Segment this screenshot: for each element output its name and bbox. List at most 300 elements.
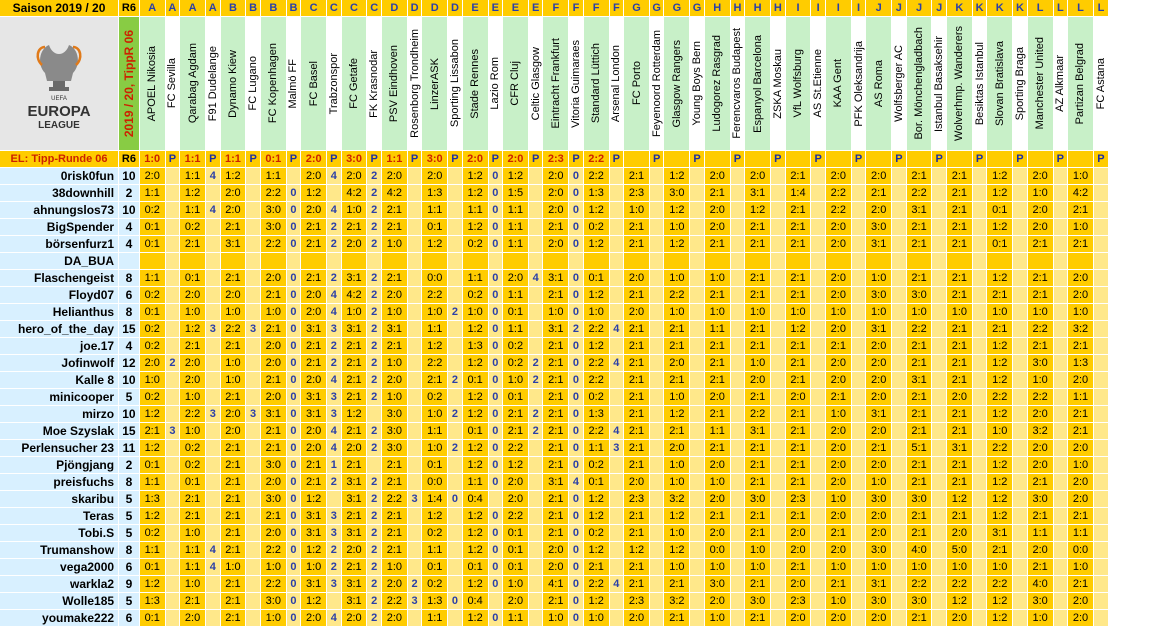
tip-cell: 1:0: [907, 559, 933, 576]
tip-cell: 2:1: [342, 389, 368, 406]
team-name: Young Boys Bern: [691, 41, 704, 126]
match-points: [1054, 304, 1068, 321]
tip-cell: 3:0: [261, 202, 287, 219]
europa-league-logo: [0, 17, 119, 151]
tip-cell: 2:0: [221, 423, 247, 440]
tip-cell: 3:0: [907, 491, 933, 508]
group-letter: F: [569, 0, 583, 17]
player-points: 8: [119, 270, 140, 287]
tip-cell: 2:2: [987, 440, 1013, 457]
tip-cell: 1:2: [463, 219, 489, 236]
tip-cell: 2:1: [866, 185, 892, 202]
tip-cell: 1:2: [624, 542, 650, 559]
tip-cell: 2:0: [503, 593, 529, 610]
player-name: vega2000: [0, 559, 119, 576]
team-name: Malmö FF: [287, 58, 300, 109]
match-points: [408, 355, 422, 372]
match-result: [624, 151, 650, 168]
tip-cell: 1:2: [463, 576, 489, 593]
match-points: [529, 508, 543, 525]
match-points: [246, 253, 260, 270]
points-label: P: [610, 151, 624, 168]
match-points: [771, 253, 785, 270]
tip-cell: 0:1: [503, 389, 529, 406]
team-header: [463, 17, 489, 151]
match-points: [892, 440, 906, 457]
match-points: [206, 457, 220, 474]
tip-cell: 3:0: [866, 593, 892, 610]
tip-cell: 0:1: [503, 525, 529, 542]
match-points: [1013, 559, 1027, 576]
tip-cell: 1:1: [422, 321, 448, 338]
match-points: 2: [448, 406, 462, 423]
match-points: 0: [489, 559, 503, 576]
tip-cell: 2:1: [624, 389, 650, 406]
tip-cell: 2:0: [705, 457, 731, 474]
player-name: hero_of_the_day: [0, 321, 119, 338]
match-points: [731, 440, 745, 457]
match-points: 0: [448, 593, 462, 610]
match-points: [448, 321, 462, 338]
tip-cell: 1:0: [180, 423, 206, 440]
group-letter: A: [206, 0, 220, 17]
tip-cell: 2:1: [1028, 508, 1054, 525]
tip-cell: 3:0: [382, 406, 408, 423]
tip-cell: 2:0: [826, 610, 852, 627]
tip-cell: 2:2: [907, 321, 933, 338]
group-letter: J: [932, 0, 946, 17]
tip-cell: 2:0: [261, 525, 287, 542]
match-points: [246, 236, 260, 253]
tip-cell: 1:0: [422, 440, 448, 457]
match-points: [690, 508, 704, 525]
match-points: [811, 576, 825, 593]
tip-cell: 1:0: [1068, 168, 1094, 185]
tip-cell: 2:0: [1028, 219, 1054, 236]
match-points: [1094, 355, 1109, 372]
match-points: [650, 525, 664, 542]
match-points: [1094, 559, 1109, 576]
match-points: [206, 525, 220, 542]
tip-cell: 2:1: [1068, 406, 1094, 423]
match-points: [973, 610, 987, 627]
tip-cell: 0:2: [140, 338, 166, 355]
match-points: [771, 202, 785, 219]
match-points: [166, 525, 180, 542]
match-points: [690, 304, 704, 321]
match-result: 1:1: [221, 151, 247, 168]
match-points: [650, 202, 664, 219]
tip-cell: 2:1: [664, 372, 690, 389]
player-points: 10: [119, 406, 140, 423]
match-points: [690, 440, 704, 457]
player-points: 9: [119, 576, 140, 593]
tip-cell: [543, 253, 569, 270]
tip-cell: 2:1: [745, 457, 771, 474]
tip-cell: 2:1: [301, 219, 327, 236]
tip-cell: 2:1: [180, 508, 206, 525]
player-points: 15: [119, 423, 140, 440]
tip-cell: 2:1: [664, 610, 690, 627]
match-points: [811, 491, 825, 508]
tip-cell: 2:0: [705, 219, 731, 236]
match-points: [892, 491, 906, 508]
tip-cell: 2:1: [624, 287, 650, 304]
match-points: [610, 457, 624, 474]
tip-cell: 2:0: [382, 610, 408, 627]
match-points: [771, 559, 785, 576]
match-points: 2: [327, 219, 341, 236]
tip-cell: 1:2: [422, 236, 448, 253]
tip-cell: 2:1: [664, 423, 690, 440]
tip-cell: 1:1: [140, 185, 166, 202]
tip-cell: 1:0: [664, 559, 690, 576]
player-row: [0, 168, 1109, 185]
team-name: Manchester United: [1034, 37, 1047, 130]
match-points: [650, 253, 664, 270]
match-points: [650, 338, 664, 355]
tip-cell: 2:1: [947, 338, 973, 355]
tip-cell: 2:1: [1028, 474, 1054, 491]
tip-cell: 2:1: [624, 508, 650, 525]
tip-cell: 1:2: [463, 525, 489, 542]
match-points: [1013, 202, 1027, 219]
tip-cell: 1:2: [987, 491, 1013, 508]
player-name: Moe Szyslak: [0, 423, 119, 440]
tip-cell: 2:0: [261, 389, 287, 406]
tip-cell: 2:1: [261, 423, 287, 440]
tip-cell: 2:2: [261, 236, 287, 253]
tip-cell: 1:0: [907, 304, 933, 321]
match-points: [610, 304, 624, 321]
team-name: Slovan Bratislava: [993, 41, 1006, 126]
team-header: [408, 17, 422, 151]
match-points: [650, 372, 664, 389]
match-points: [650, 440, 664, 457]
match-points: 0: [569, 542, 583, 559]
match-points: [1013, 576, 1027, 593]
match-points: [973, 406, 987, 423]
match-points: 0: [489, 321, 503, 338]
team-header: [569, 17, 583, 151]
tip-cell: 1:2: [463, 355, 489, 372]
tip-cell: 1:0: [745, 559, 771, 576]
tip-cell: 1:2: [664, 168, 690, 185]
tip-cell: 2:0: [261, 355, 287, 372]
tip-cell: 2:1: [745, 236, 771, 253]
tip-cell: 2:1: [907, 236, 933, 253]
match-points: [932, 491, 946, 508]
match-points: [448, 219, 462, 236]
team-name: Vitoria Guimaraes: [569, 39, 582, 128]
tip-cell: 1:1: [140, 474, 166, 491]
match-points: [932, 270, 946, 287]
match-points: [892, 508, 906, 525]
points-label: P: [206, 151, 220, 168]
match-points: [408, 287, 422, 304]
tip-cell: 2:0: [826, 372, 852, 389]
match-points: [892, 202, 906, 219]
group-letter: F: [584, 0, 610, 17]
match-points: 0: [569, 389, 583, 406]
match-result: [987, 151, 1013, 168]
match-points: [1054, 338, 1068, 355]
team-header: [745, 17, 771, 151]
match-points: [166, 559, 180, 576]
match-points: [246, 168, 260, 185]
points-label: P: [569, 151, 583, 168]
tip-cell: 1:2: [584, 287, 610, 304]
match-points: 2: [367, 508, 381, 525]
match-points: [811, 219, 825, 236]
match-points: 0: [569, 610, 583, 627]
match-points: [529, 253, 543, 270]
match-points: 0: [287, 338, 301, 355]
match-points: 4: [569, 474, 583, 491]
match-points: [731, 593, 745, 610]
player-row: [0, 559, 1109, 576]
group-letter: D: [382, 0, 408, 17]
tip-cell: 2:0: [543, 202, 569, 219]
tip-cell: 2:0: [826, 321, 852, 338]
tip-cell: 2:1: [624, 338, 650, 355]
match-points: [771, 423, 785, 440]
tip-cell: 2:3: [786, 593, 812, 610]
tip-cell: 1:2: [140, 440, 166, 457]
match-points: [246, 610, 260, 627]
tip-cell: [866, 253, 892, 270]
tip-cell: 0:0: [705, 542, 731, 559]
match-points: [932, 525, 946, 542]
match-points: [246, 423, 260, 440]
match-points: 3: [327, 389, 341, 406]
match-points: 0: [569, 355, 583, 372]
tip-cell: 2:1: [503, 423, 529, 440]
group-letter: G: [690, 0, 704, 17]
player-points: 15: [119, 321, 140, 338]
match-points: [690, 287, 704, 304]
tip-cell: 2:1: [342, 355, 368, 372]
match-points: [932, 321, 946, 338]
match-points: [973, 270, 987, 287]
tip-cell: 1:0: [664, 525, 690, 542]
tip-cell: 2:1: [745, 389, 771, 406]
group-letter: J: [892, 0, 906, 17]
match-result: 3:0: [422, 151, 448, 168]
match-result: [947, 151, 973, 168]
tip-cell: 4:2: [382, 185, 408, 202]
tip-cell: 2:0: [705, 593, 731, 610]
match-points: [327, 593, 341, 610]
team-header: [448, 17, 462, 151]
player-row: [0, 321, 1109, 338]
tip-cell: 2:0: [382, 168, 408, 185]
match-points: [690, 491, 704, 508]
points-label: P: [811, 151, 825, 168]
tip-cell: 1:0: [705, 270, 731, 287]
tip-cell: 2:1: [543, 508, 569, 525]
tip-cell: 2:1: [261, 321, 287, 338]
team-name: Feyenoord Rotterdam: [650, 30, 663, 137]
match-points: [731, 202, 745, 219]
match-points: [1013, 525, 1027, 542]
match-points: [246, 474, 260, 491]
group-letter: I: [811, 0, 825, 17]
group-letter: H: [705, 0, 731, 17]
player-name: Kalle 8: [0, 372, 119, 389]
match-points: [973, 202, 987, 219]
tip-cell: 1:0: [1028, 610, 1054, 627]
tip-cell: 2:1: [221, 610, 247, 627]
match-points: 2: [367, 219, 381, 236]
tip-cell: 1:2: [422, 338, 448, 355]
tip-cell: 2:0: [705, 168, 731, 185]
tip-cell: 2:1: [1068, 508, 1094, 525]
tip-cell: 2:1: [1028, 270, 1054, 287]
match-points: [166, 372, 180, 389]
match-points: [408, 406, 422, 423]
tip-cell: 2:1: [705, 287, 731, 304]
tip-cell: 1:0: [342, 202, 368, 219]
tip-cell: 3:1: [866, 576, 892, 593]
tip-cell: 1:0: [947, 304, 973, 321]
tip-cell: 1:2: [987, 355, 1013, 372]
match-points: [408, 253, 422, 270]
tip-cell: 1:1: [463, 202, 489, 219]
tip-cell: 2:1: [624, 559, 650, 576]
match-points: [932, 219, 946, 236]
tip-cell: 1:0: [866, 270, 892, 287]
tip-cell: 2:0: [503, 491, 529, 508]
tip-cell: 0:2: [140, 389, 166, 406]
match-points: [932, 593, 946, 610]
group-letter: I: [826, 0, 852, 17]
match-points: [650, 321, 664, 338]
match-points: [731, 491, 745, 508]
match-points: [610, 593, 624, 610]
tip-cell: 1:1: [1068, 525, 1094, 542]
match-points: [731, 372, 745, 389]
player-points: 4: [119, 219, 140, 236]
player-name: 0risk0fun: [0, 168, 119, 185]
tip-cell: 2:0: [301, 287, 327, 304]
match-points: 4: [206, 542, 220, 559]
match-points: 0: [489, 236, 503, 253]
match-points: [1054, 593, 1068, 610]
tip-cell: 2:0: [786, 389, 812, 406]
match-points: [1094, 593, 1109, 610]
match-points: [448, 287, 462, 304]
tip-cell: 2:0: [301, 168, 327, 185]
tip-cell: 2:0: [422, 168, 448, 185]
match-points: 3: [206, 406, 220, 423]
tip-cell: 2:1: [180, 593, 206, 610]
match-points: [932, 542, 946, 559]
tip-cell: 2:0: [745, 168, 771, 185]
tip-cell: 0:1: [987, 202, 1013, 219]
tip-cell: 2:0: [866, 457, 892, 474]
match-points: [408, 219, 422, 236]
player-row: [0, 372, 1109, 389]
tip-cell: 1:0: [705, 559, 731, 576]
match-points: 0: [287, 474, 301, 491]
match-points: [973, 338, 987, 355]
team-header: [664, 17, 690, 151]
match-points: 2: [408, 576, 422, 593]
tip-cell: 2:1: [543, 457, 569, 474]
tip-cell: 2:0: [866, 508, 892, 525]
tip-cell: 1:2: [987, 168, 1013, 185]
match-points: [731, 474, 745, 491]
tip-cell: 2:1: [907, 610, 933, 627]
match-points: [206, 270, 220, 287]
match-points: [731, 338, 745, 355]
team-name: FC Porto: [630, 61, 643, 106]
tip-cell: 2:0: [1028, 542, 1054, 559]
match-result: [1028, 151, 1054, 168]
match-points: [1013, 304, 1027, 321]
tip-cell: 2:0: [826, 457, 852, 474]
tip-cell: 0:2: [463, 287, 489, 304]
match-points: [166, 219, 180, 236]
tip-cell: 1:1: [503, 236, 529, 253]
tip-cell: 2:1: [987, 287, 1013, 304]
tip-cell: 2:1: [624, 219, 650, 236]
match-points: [166, 593, 180, 610]
match-points: [811, 593, 825, 610]
team-header: [382, 17, 408, 151]
match-points: [206, 491, 220, 508]
team-header: [852, 17, 866, 151]
match-points: [1054, 270, 1068, 287]
match-points: [166, 270, 180, 287]
match-points: 2: [367, 355, 381, 372]
match-points: 0: [569, 270, 583, 287]
match-points: [1094, 168, 1109, 185]
match-result: 0:1: [261, 151, 287, 168]
tip-cell: 2:1: [382, 270, 408, 287]
match-points: 0: [287, 355, 301, 372]
tip-cell: 2:1: [624, 168, 650, 185]
tip-cell: 2:1: [786, 236, 812, 253]
match-points: [206, 576, 220, 593]
tip-cell: 3:0: [382, 423, 408, 440]
match-points: [811, 372, 825, 389]
match-points: [166, 440, 180, 457]
tip-cell: [180, 253, 206, 270]
tip-cell: 2:1: [543, 423, 569, 440]
match-points: [731, 287, 745, 304]
match-points: 3: [246, 321, 260, 338]
match-points: [650, 576, 664, 593]
match-points: [771, 491, 785, 508]
tip-cell: [624, 253, 650, 270]
tip-cell: 2:2: [180, 406, 206, 423]
match-points: [892, 593, 906, 610]
match-points: [529, 287, 543, 304]
match-points: [448, 576, 462, 593]
tip-cell: 2:0: [342, 236, 368, 253]
match-points: [166, 185, 180, 202]
match-points: [1054, 576, 1068, 593]
match-points: 0: [489, 338, 503, 355]
match-points: [1013, 270, 1027, 287]
tip-cell: 2:1: [907, 355, 933, 372]
tip-cell: 2:1: [705, 508, 731, 525]
tip-cell: 1:2: [584, 542, 610, 559]
tip-cell: 1:0: [745, 304, 771, 321]
match-points: [973, 321, 987, 338]
